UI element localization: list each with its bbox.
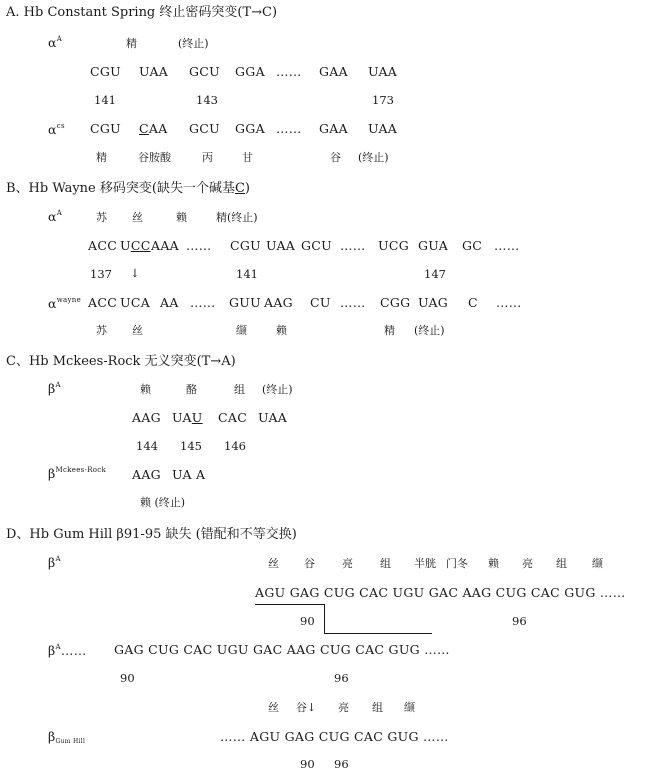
deleted-codon: UCC: [120, 238, 151, 253]
crossover-line: [324, 604, 325, 634]
amino-acid: 组: [234, 383, 245, 396]
codon: UCA: [120, 295, 151, 310]
amino-acid: 半胱: [414, 557, 436, 570]
beta-a-label: $\beta^A$: [48, 381, 61, 396]
position-number: 173: [372, 93, 394, 107]
position-number: 141: [236, 267, 258, 281]
codon: GGA: [235, 121, 265, 136]
amino-acid: 亮: [338, 701, 349, 714]
codon: GUA: [418, 238, 449, 253]
amino-acid: 赖: [140, 383, 151, 396]
amino-acid: 甘: [242, 151, 253, 164]
codon: CGU: [90, 64, 121, 79]
position-number: 146: [224, 439, 246, 453]
amino-acid: 丝: [132, 324, 143, 337]
deletion-arrow: ↓: [130, 266, 140, 280]
amino-acid: 丝: [132, 211, 143, 224]
codon: AA: [160, 295, 179, 310]
ellipsis: ……: [340, 238, 366, 253]
codon: UAA: [139, 64, 169, 79]
amino-acid: 谷: [304, 557, 315, 570]
beta-mckees-rock-label: $\beta^{Mckees-Rock}$: [48, 466, 107, 481]
amino-acid-row: 赖 (终止): [140, 496, 186, 509]
section-b-heading: B、Hb Wayne 移码突变(缺失一个碱基C): [6, 181, 250, 196]
codon: GCU: [189, 64, 220, 79]
codon: CU: [310, 295, 331, 310]
deletion-sequence: …… AGU GAG CUG CAC GUG ……: [220, 729, 449, 744]
ellipsis: ……: [494, 238, 520, 253]
codon: UAG: [418, 295, 449, 310]
mutant-codon: UAU: [172, 410, 203, 425]
ellipsis: ……: [496, 295, 522, 310]
amino-acid: 精: [96, 151, 107, 164]
amino-acid: 谷: [330, 151, 341, 164]
alpha-a-label: $\alpha^A$: [48, 209, 63, 224]
codon: CGU: [230, 238, 261, 253]
codon: GAA: [319, 121, 348, 136]
amino-acid: 亮: [342, 557, 353, 570]
ellipsis: ……: [186, 238, 212, 253]
amino-acid: 苏: [96, 324, 107, 337]
normal-sequence: AGU GAG CUG CAC UGU GAC AAG CUG CAC GUG ……: [255, 585, 626, 600]
codon: AAG: [132, 410, 161, 425]
amino-acid: 酪: [186, 383, 197, 396]
amino-acid: (终止): [358, 151, 389, 164]
codon: AAA: [151, 238, 179, 253]
amino-acid: 赖: [276, 324, 287, 337]
beta-a-label: $\beta^A$: [48, 555, 61, 570]
codon: UAA: [258, 410, 288, 425]
alpha-a-label: $\alpha^A$: [48, 35, 63, 50]
amino-acid: 丝: [268, 557, 279, 570]
amino-acid: 亮: [522, 557, 533, 570]
codon: ACC: [88, 295, 118, 310]
amino-acid: 苏: [96, 211, 107, 224]
amino-acid: 赖: [176, 211, 187, 224]
codon: GC: [462, 238, 483, 253]
aa-arg: 精: [126, 37, 137, 50]
codon: C: [468, 295, 478, 310]
amino-acid: 组: [380, 557, 391, 570]
codon: AAG: [264, 295, 293, 310]
position-number: 144: [136, 439, 158, 453]
codon: UA A: [172, 467, 206, 482]
codon: GGA: [235, 64, 265, 79]
crossover-line: [255, 604, 325, 605]
codon: UAA: [368, 121, 398, 136]
codon: AAG: [132, 467, 161, 482]
position-number: 147: [424, 267, 446, 281]
position-number: 96: [334, 757, 349, 771]
codon: ACC: [88, 238, 118, 253]
position-number: 143: [196, 93, 218, 107]
amino-acid: 谷↓: [296, 701, 317, 714]
codon: GUU: [229, 295, 261, 310]
amino-acid: 缬: [404, 701, 415, 714]
amino-acid: 缬: [592, 557, 603, 570]
position-number: 90: [300, 757, 315, 771]
section-d-heading: D、Hb Gum Hill β91-95 缺失 (错配和不等交换): [6, 527, 297, 542]
position-number: 90: [300, 614, 315, 628]
amino-acid: 丝: [268, 701, 279, 714]
aa-stop: (终止): [178, 37, 209, 50]
mutant-codon: CAA: [139, 121, 168, 136]
ellipsis: ……: [276, 121, 302, 136]
amino-acid: (终止): [262, 383, 293, 396]
codon: GAA: [319, 64, 348, 79]
ellipsis: ……: [190, 295, 216, 310]
position-number: 96: [512, 614, 527, 628]
codon: GCU: [189, 121, 220, 136]
amino-acid: 缬: [236, 324, 247, 337]
amino-acid: 赖: [488, 557, 499, 570]
ellipsis: ……: [276, 64, 302, 79]
codon: GCU: [301, 238, 332, 253]
codon: CAC: [218, 410, 248, 425]
beta-gum-hill-label: $\beta_{Gum Hill}$: [48, 729, 86, 745]
codon: UAA: [266, 238, 296, 253]
codon: UCG: [378, 238, 409, 253]
alpha-wayne-label: $\alpha^{wayne}$: [48, 296, 82, 311]
crossover-line: [324, 633, 432, 634]
position-number: 96: [334, 671, 349, 685]
amino-acid: 丙: [202, 151, 213, 164]
codon: CGG: [380, 295, 411, 310]
amino-acid: 组: [372, 701, 383, 714]
amino-acid: 谷胺酸: [138, 151, 171, 164]
shifted-sequence: GAG CUG CAC UGU GAC AAG CUG CAC GUG ……: [114, 642, 450, 657]
section-a-heading: A. Hb Constant Spring 终止密码突变(T→C): [6, 5, 278, 20]
position-number: 137: [90, 267, 112, 281]
position-number: 145: [180, 439, 202, 453]
section-c-heading: C、Hb Mckees-Rock 无义突变(T→A): [6, 354, 236, 369]
amino-acid: 精(终止): [216, 211, 258, 224]
amino-acid: 精: [384, 324, 395, 337]
position-number: 90: [120, 671, 135, 685]
codon: CGU: [90, 121, 121, 136]
ellipsis: ……: [340, 295, 366, 310]
codon: UAA: [368, 64, 398, 79]
amino-acid: (终止): [414, 324, 445, 337]
position-number: 141: [94, 93, 116, 107]
amino-acid: 门冬: [446, 557, 468, 570]
amino-acid: 组: [556, 557, 567, 570]
beta-a-label: $\beta^A\dots\dots$: [48, 643, 87, 658]
alpha-cs-label: $\alpha^{cs}$: [48, 122, 65, 137]
